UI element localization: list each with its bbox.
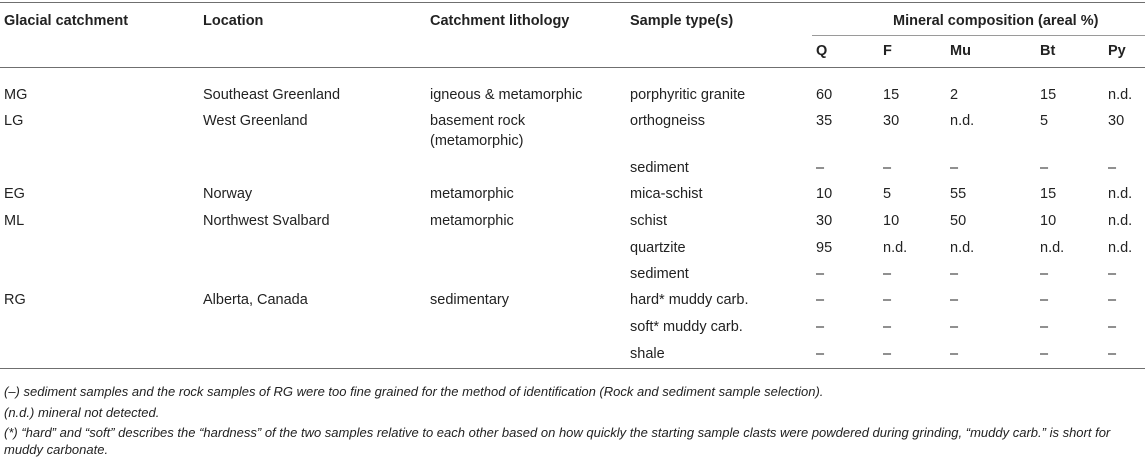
cell-sample-type: orthogneiss (630, 113, 705, 129)
header-mineral-py: Py (1108, 43, 1126, 59)
header-bottom-rule (0, 67, 1145, 68)
mineral-group-rule (812, 35, 1145, 36)
cell-mineral-mu: – (950, 266, 959, 282)
cell-sample-type: shale (630, 346, 665, 362)
footnote-nd: (n.d.) mineral not detected. (4, 405, 160, 420)
cell-sample-type: hard* muddy carb. (630, 292, 749, 308)
cell-lithology: metamorphic (430, 186, 514, 202)
footnote-hardness: (*) “hard” and “soft” describes the “hardness” of the two samples relative to each other based on how quickly the starting sample clasts were powdered during grinding, “muddy carb.” is short for muddy carbonate. (4, 425, 1111, 457)
cell-lithology: sedimentary (430, 292, 509, 308)
cell-mineral-py: n.d. (1108, 186, 1133, 202)
cell-sample-type: mica-schist (630, 186, 703, 202)
cell-lithology-line2: (metamorphic) (430, 133, 524, 149)
cell-mineral-bt: 15 (1040, 186, 1057, 202)
header-sample-types: Sample type(s) (630, 13, 734, 29)
cell-mineral-f: 5 (883, 186, 892, 202)
cell-catchment: MG (4, 87, 28, 103)
cell-catchment: LG (4, 113, 24, 129)
cell-mineral-bt: n.d. (1040, 240, 1065, 256)
cell-lithology: basement rock (430, 113, 526, 129)
cell-mineral-q: – (816, 346, 825, 362)
cell-mineral-f: – (883, 292, 892, 308)
table-bottom-rule (0, 368, 1145, 369)
cell-mineral-py: – (1108, 160, 1117, 176)
cell-mineral-q: – (816, 319, 825, 335)
cell-mineral-bt: – (1040, 160, 1049, 176)
cell-sample-type: quartzite (630, 240, 686, 256)
cell-mineral-py: – (1108, 319, 1117, 335)
cell-mineral-q: – (816, 266, 825, 282)
cell-mineral-mu: 55 (950, 186, 967, 202)
footnote-dash: (–) sediment samples and the rock samples of RG were too fine grained for the method of identification (Rock and sediment sample selection). (4, 384, 824, 399)
cell-mineral-bt: 15 (1040, 87, 1057, 103)
cell-catchment: ML (4, 213, 25, 229)
cell-sample-type: porphyritic granite (630, 87, 746, 103)
cell-mineral-f: – (883, 319, 892, 335)
cell-mineral-bt: 5 (1040, 113, 1049, 129)
cell-mineral-py: n.d. (1108, 240, 1133, 256)
cell-mineral-mu: – (950, 319, 959, 335)
cell-mineral-mu: – (950, 292, 959, 308)
cell-location: Southeast Greenland (203, 87, 341, 103)
cell-sample-type: sediment (630, 266, 689, 282)
cell-mineral-mu: – (950, 160, 959, 176)
cell-mineral-py: – (1108, 266, 1117, 282)
header-mineral-bt: Bt (1040, 43, 1056, 59)
cell-mineral-bt: – (1040, 319, 1049, 335)
cell-mineral-bt: – (1040, 266, 1049, 282)
cell-mineral-py: – (1108, 292, 1117, 308)
cell-mineral-q: 95 (816, 240, 833, 256)
header-mineral-mu: Mu (950, 43, 971, 59)
cell-mineral-f: 30 (883, 113, 900, 129)
cell-location: Northwest Svalbard (203, 213, 330, 229)
cell-sample-type: sediment (630, 160, 689, 176)
cell-mineral-q: – (816, 160, 825, 176)
cell-mineral-py: 30 (1108, 113, 1125, 129)
cell-mineral-bt: – (1040, 346, 1049, 362)
cell-catchment: RG (4, 292, 26, 308)
cell-mineral-q: 30 (816, 213, 833, 229)
header-catchment-lithology: Catchment lithology (430, 13, 570, 29)
cell-mineral-f: – (883, 346, 892, 362)
cell-mineral-mu: 2 (950, 87, 959, 103)
cell-mineral-f: 10 (883, 213, 900, 229)
cell-mineral-f: n.d. (883, 240, 908, 256)
cell-lithology: metamorphic (430, 213, 514, 229)
cell-mineral-q: 10 (816, 186, 833, 202)
cell-location: West Greenland (203, 113, 308, 129)
header-location: Location (203, 13, 264, 29)
header-mineral-q: Q (816, 43, 828, 59)
cell-mineral-f: – (883, 160, 892, 176)
cell-mineral-q: 35 (816, 113, 833, 129)
table-top-rule (0, 2, 1145, 3)
cell-lithology: igneous & metamorphic (430, 87, 583, 103)
cell-catchment: EG (4, 186, 25, 202)
cell-mineral-q: 60 (816, 87, 833, 103)
cell-sample-type: soft* muddy carb. (630, 319, 743, 335)
cell-mineral-mu: n.d. (950, 240, 975, 256)
header-glacial-catchment: Glacial catchment (4, 13, 129, 29)
cell-mineral-py: – (1108, 346, 1117, 362)
cell-mineral-mu: 50 (950, 213, 967, 229)
cell-location: Alberta, Canada (203, 292, 308, 308)
cell-mineral-py: n.d. (1108, 87, 1133, 103)
cell-mineral-f: 15 (883, 87, 900, 103)
cell-mineral-mu: n.d. (950, 113, 975, 129)
cell-mineral-bt: 10 (1040, 213, 1057, 229)
cell-location: Norway (203, 186, 253, 202)
header-mineral-f: F (883, 43, 892, 59)
cell-mineral-py: n.d. (1108, 213, 1133, 229)
cell-mineral-f: – (883, 266, 892, 282)
cell-mineral-bt: – (1040, 292, 1049, 308)
header-mineral-composition: Mineral composition (areal %) (893, 13, 1099, 29)
cell-sample-type: schist (630, 213, 668, 229)
cell-mineral-mu: – (950, 346, 959, 362)
cell-mineral-q: – (816, 292, 825, 308)
